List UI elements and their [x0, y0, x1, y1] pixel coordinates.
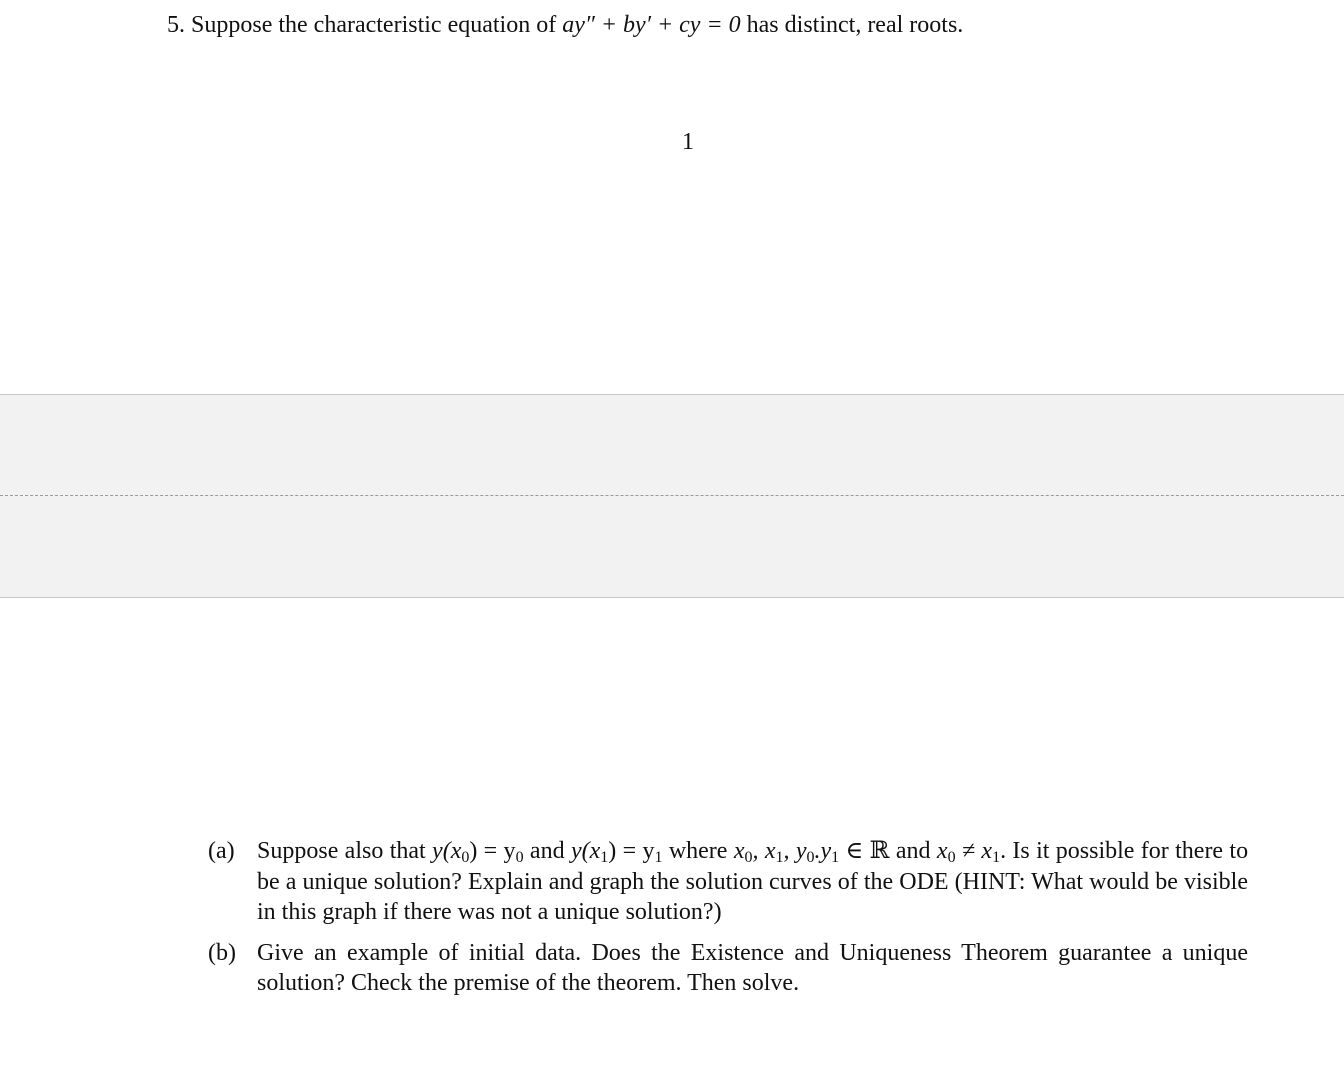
problem-intro-text: Suppose the characteristic equation of: [191, 12, 557, 38]
variables-in-reals: $x_0$, $x_1$, $y_0.y_1$ ∈ ℝ: [733, 838, 890, 866]
condition-2: $y(x_1) = y_1$: [570, 838, 663, 866]
subpart-b-label: (b): [208, 939, 236, 966]
subpart-a-text-2: and: [529, 838, 565, 864]
subpart-a-text-5: . Is it possible for there to be a unique solution? Explain and graph the solution curves of the ODE (HINT: What would be visible in this graph if there was not a unique solution?): [257, 838, 1249, 925]
ode-equation: ay″ + by′ + cy = 0: [562, 12, 741, 38]
subpart-b-text: Give an example of initial data. Does the Existence and Uniqueness Theorem guarantee a unique solution? Check the premise of the theorem. Then solve.: [257, 939, 1248, 996]
page-gap: [0, 394, 1344, 598]
subpart-a-text-4: and: [895, 838, 931, 864]
subpart-a-label: (a): [208, 838, 235, 864]
subpart-b: [208, 938, 1248, 999]
problem-5-statement: [167, 10, 963, 40]
problem-outro-text: has distinct, real roots.: [746, 12, 964, 38]
page-number: 1: [682, 129, 694, 155]
subpart-a-text-1: Suppose also that: [257, 838, 426, 864]
problem-number: 5.: [167, 12, 185, 38]
page-break-divider: [0, 495, 1344, 496]
subpart-a-text-3: where: [668, 838, 728, 864]
subparts-list: [208, 836, 1248, 999]
subpart-a: [208, 836, 1248, 928]
condition-1: $y(x_0) = y_0$: [432, 838, 524, 866]
inequality: $x_0 \ne x_1$: [936, 838, 1001, 866]
